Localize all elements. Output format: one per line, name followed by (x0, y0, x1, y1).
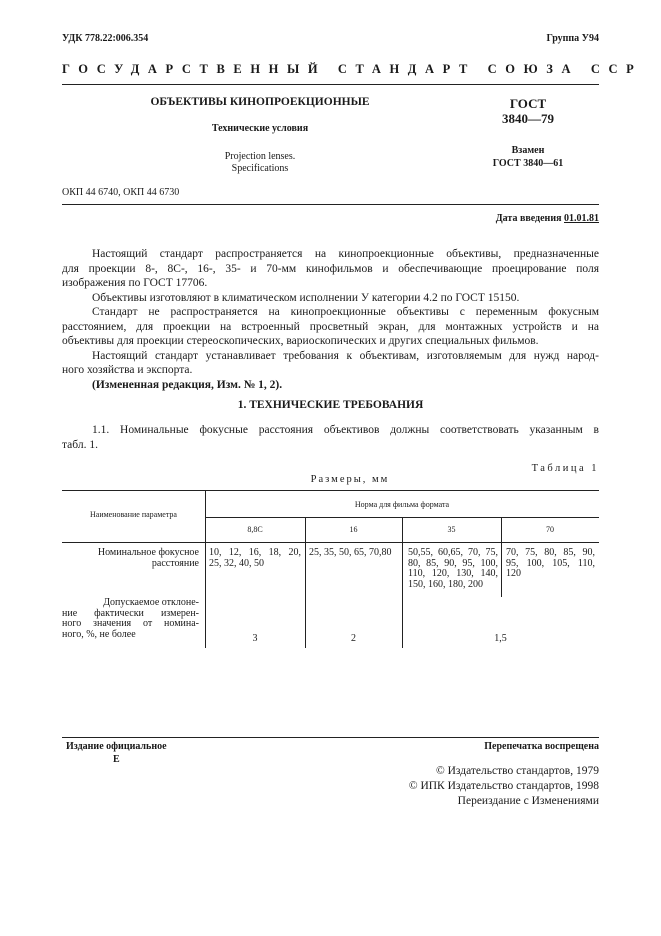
row2-format-35-70: 1,5 (494, 633, 507, 644)
paragraph-line: для проекции 8-, 8С-, 16-, 35- и 70-мм кинофильмов и обеспечивающие проецирование поля (62, 262, 599, 275)
cell-line: 150, 160, 180, 200 (408, 578, 483, 590)
copyright-1998: © ИПК Издательство стандартов, 1998 (408, 780, 599, 792)
title-rule (62, 204, 599, 205)
cell-line: 120 (506, 568, 521, 579)
focal-length-table (62, 490, 599, 648)
paragraph-line: изображения по ГОСТ 17706. (62, 277, 208, 289)
table-top-border (62, 490, 599, 491)
copyright-1979: © Издательство стандартов, 1979 (435, 765, 599, 777)
paragraph-exclusions (62, 305, 599, 349)
state-standard-heading: ГОСУДАРСТВЕННЫЙ СТАНДАРТ СОЮЗА ССР (62, 62, 643, 76)
edition-mark: E (113, 754, 120, 765)
table-column-divider (205, 490, 206, 648)
cell-line: ние фактически измерен- (62, 607, 199, 619)
official-edition: Издание официальное (66, 741, 167, 752)
row1-format-35 (408, 548, 498, 590)
cell-line: 25, 35, 50, 65, 70,80 (309, 547, 392, 558)
document-subtitle: Технические условия (211, 123, 309, 134)
english-title-line1: Projection lenses. (224, 151, 296, 162)
section-title: 1. ТЕХНИЧЕСКИЕ ТРЕБОВАНИЯ (237, 399, 424, 411)
row2-format-8: 3 (252, 633, 258, 644)
cell-line: ного значения от номина- (62, 618, 199, 629)
format-header-70: 70 (546, 525, 554, 534)
cell-line: Допускаемое отклоне- (103, 597, 199, 608)
introduction-date-label: Дата введения (495, 213, 562, 224)
cell-line: 10, 12, 16, 18, 20, (209, 547, 301, 558)
format-header-8: 8,8С (247, 525, 263, 534)
paragraph-line: (Измененная редакция, Изм. № 1, 2). (92, 378, 283, 391)
cell-line: расстояние (151, 557, 199, 569)
gost-label: ГОСТ (509, 96, 547, 111)
paragraph-line: Стандарт не распространяется на кинопроекционные объективы с переменным фокусным (92, 306, 599, 318)
cell-line: 110, 120, 130, 140, (408, 568, 498, 579)
row1-format-16 (309, 548, 399, 559)
paragraph-line: ного хозяйства и экспорта. (62, 364, 193, 376)
introduction-date-value: 01.01.81 (564, 213, 599, 224)
cell-line: 80, 85, 90, 95, 100, (408, 557, 498, 569)
cell-line: 95, 100, 105, 110, (506, 557, 595, 569)
paragraph-line: табл. 1. (62, 438, 98, 451)
cell-line: 50,55, 60,65, 70, 75, (408, 547, 498, 558)
introduction-date (496, 213, 599, 224)
row1-name (62, 548, 199, 569)
gost-number: 3840—79 (502, 111, 554, 126)
table-units: Размеры, мм (310, 474, 390, 485)
okp-codes: ОКП 44 6740, ОКП 44 6730 (62, 187, 180, 198)
paragraph-line: Объективы изготовляют в климатическом исполнении У категории 4.2 по ГОСТ 15150. (92, 291, 520, 304)
cell-line: 70, 75, 80, 85, 90, (506, 547, 595, 558)
paragraph-requirements (62, 349, 599, 378)
paragraph-line: Настоящий стандарт распространяется на кинопроекционные объективы, предназначенные (92, 248, 599, 260)
document-title: ОБЪЕКТИВЫ КИНОПРОЕКЦИОННЫЕ (150, 96, 370, 108)
group-code: Группа У94 (546, 33, 599, 44)
norm-header: Норма для фильма формата (354, 500, 450, 509)
paragraph-line: объективы для проекции стереоскопических, вариоскопических и других специальных фильмов. (62, 335, 539, 347)
table-column-divider (305, 517, 306, 648)
edit-note (62, 378, 599, 393)
table-header-bottom (62, 542, 599, 543)
format-header-35: 35 (447, 525, 456, 534)
table-number: Таблица 1 (531, 463, 599, 474)
replaces-label: Взамен (511, 145, 545, 156)
replaces-gost: ГОСТ 3840—61 (492, 158, 564, 169)
row2-format-16: 2 (351, 633, 356, 644)
english-title-line2: Specifications (231, 163, 289, 174)
udk-code: УДК 778.22:006.354 (62, 33, 149, 44)
paragraph-climate (62, 291, 599, 306)
row1-format-8 (209, 548, 301, 569)
param-header: Наименование параметра (90, 510, 177, 519)
row1-format-70 (506, 548, 595, 580)
cell-line: Номинальное фокусное (97, 547, 199, 558)
row2-name (62, 598, 199, 640)
format-header-16: 16 (349, 525, 358, 534)
paragraph-line: Настоящий стандарт устанавливает требования к объективам, изготовляемым для нужд народ- (92, 349, 599, 362)
footer-rule (62, 737, 599, 738)
reissue-note: Переиздание с Изменениями (457, 795, 599, 807)
paragraph-scope (62, 247, 599, 291)
header-rule (62, 84, 599, 85)
cell-line: ного, %, не более (62, 628, 136, 640)
reprint-prohibited: Перепечатка воспрещена (484, 741, 599, 752)
paragraph-line: расстоянием, для проекции на встроенный просветный экран, для монтажных устройств и на (62, 320, 599, 333)
clause-1-1 (62, 423, 599, 452)
cell-line: 25, 32, 40, 50 (209, 557, 264, 569)
paragraph-line: 1.1. Номинальные фокусные расстояния объективов должны соответствовать указанным в (92, 424, 599, 436)
table-column-divider (402, 517, 403, 648)
